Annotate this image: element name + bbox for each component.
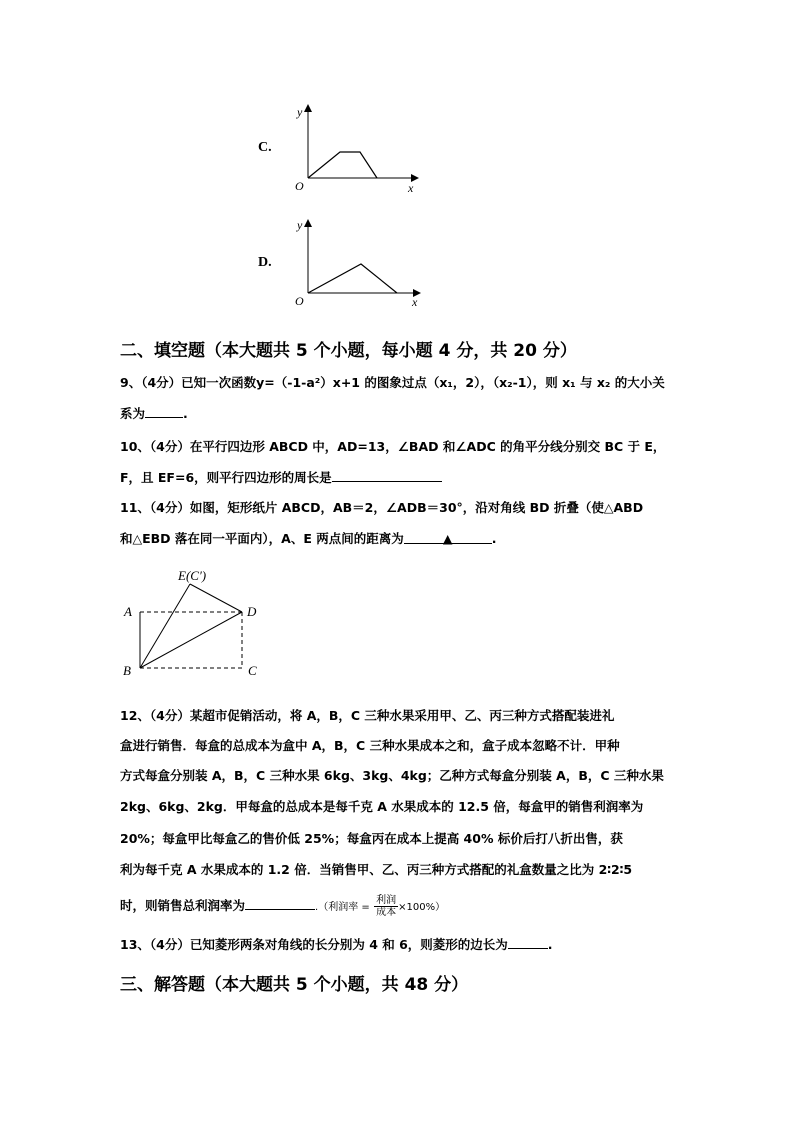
- q11-suffix: .: [491, 531, 497, 546]
- fraction-denominator: 成本: [376, 907, 397, 918]
- question-12-line6: 利为每千克 A 水果成本的 1.2 倍．当销售甲、乙、丙三种方式搭配的礼盒数量之比为 2∶2∶5: [120, 862, 633, 877]
- origin-label: O: [295, 179, 304, 193]
- question-12-line1: 12、（4分）某超市促销活动，将 A，B，C 三种水果采用甲、乙、丙三种方式搭配装进礼: [120, 708, 615, 723]
- x-axis-label: x: [408, 181, 414, 195]
- option-c-label: C.: [258, 140, 272, 155]
- graph-line-d: [308, 264, 397, 293]
- q13-suffix: .: [547, 937, 553, 952]
- rectangle-fold-figure: [118, 565, 268, 680]
- section-title: 三、解答题（本大题共 5 个小题，共 48 分）: [120, 975, 469, 995]
- q9-suffix: .: [183, 406, 188, 421]
- answer-blank[interactable]: [508, 935, 548, 949]
- q12-prefix: 时，则销售总利润率为: [120, 898, 246, 913]
- answer-blank[interactable]: [145, 404, 183, 418]
- origin-label: O: [295, 294, 304, 308]
- segment-be: [140, 584, 190, 668]
- fraction-numerator: 利润: [376, 895, 397, 906]
- point-a-label: A: [124, 604, 132, 619]
- answer-blank[interactable]: [404, 530, 492, 544]
- q11-prefix: 和△EBD 落在同一平面内），A、E 两点间的距离为: [120, 531, 404, 546]
- question-10-line2: [120, 468, 442, 487]
- segment-ed: [190, 584, 242, 612]
- q12-formula-tail: ×100%）: [398, 902, 446, 913]
- question-12-line4: 2kg、6kg、2kg．甲每盒的总成本是每千克 A 水果成本的 12.5 倍，每盒甲的销售利润率为: [120, 799, 644, 814]
- question-9-line1: 9、（4分）已知一次函数y=（-1-a²）x+1 的图象过点（x₁，2），（x₂-1），则 x₁ 与 x₂ 的大小关: [120, 375, 665, 390]
- y-axis-label: y: [297, 218, 303, 232]
- question-9-line2: [120, 404, 188, 423]
- option-d-graph: [285, 213, 425, 310]
- section-title: 二、填空题（本大题共 5 个小题，每小题 4 分，共 20 分）: [120, 341, 577, 361]
- profit-rate-fraction: [374, 895, 398, 918]
- y-axis-label: y: [297, 105, 303, 119]
- question-10-line1: 10、（4分）在平行四边形 ABCD 中，AD=13，∠BAD 和∠ADC 的角平分线分别交 BC 于 E，: [120, 439, 666, 454]
- graph-line-c: [308, 152, 377, 178]
- point-e-label: E(C′): [178, 568, 207, 583]
- segment-bd: [140, 612, 242, 668]
- point-d-label: D: [247, 604, 257, 619]
- q10-prefix: F，且 EF=6，则平行四边形的周长是: [120, 470, 332, 485]
- question-12-line7: [120, 895, 445, 918]
- triangle-marker: ▲: [442, 531, 453, 546]
- question-13-line1: [120, 935, 553, 954]
- question-12-line2: 盒进行销售．每盒的总成本为盒中 A，B，C 三种水果成本之和，盒子成本忽略不计．甲种: [120, 738, 620, 753]
- question-12-line3: 方式每盒分别装 A，B，C 三种水果 6kg、3kg、4kg；乙种方式每盒分别装 A，B，C 三种水果: [120, 768, 664, 783]
- question-11-line2: [120, 530, 496, 548]
- q12-formula-intro: .（利润率 =: [315, 902, 370, 913]
- q13-prefix: 13、（4分）已知菱形两条对角线的长分别为 4 和 6，则菱形的边长为: [120, 937, 508, 952]
- answer-blank[interactable]: [332, 468, 442, 482]
- point-b-label: B: [123, 663, 131, 678]
- x-axis-label: x: [412, 295, 418, 309]
- option-c-graph: [285, 100, 425, 195]
- answer-blank[interactable]: [245, 896, 315, 910]
- point-c-label: C: [248, 663, 257, 678]
- question-12-line5: 20%；每盒甲比每盒乙的售价低 25%；每盒丙在成本上提高 40% 标价后打八折出售，获: [120, 831, 623, 846]
- question-11-line1: 11、（4分）如图，矩形纸片 ABCD，AB＝2，∠ADB＝30°，沿对角线 BD 折叠（使△ABD: [120, 500, 644, 515]
- option-d-label: D.: [258, 255, 272, 270]
- q9-prefix: 系为: [120, 406, 146, 421]
